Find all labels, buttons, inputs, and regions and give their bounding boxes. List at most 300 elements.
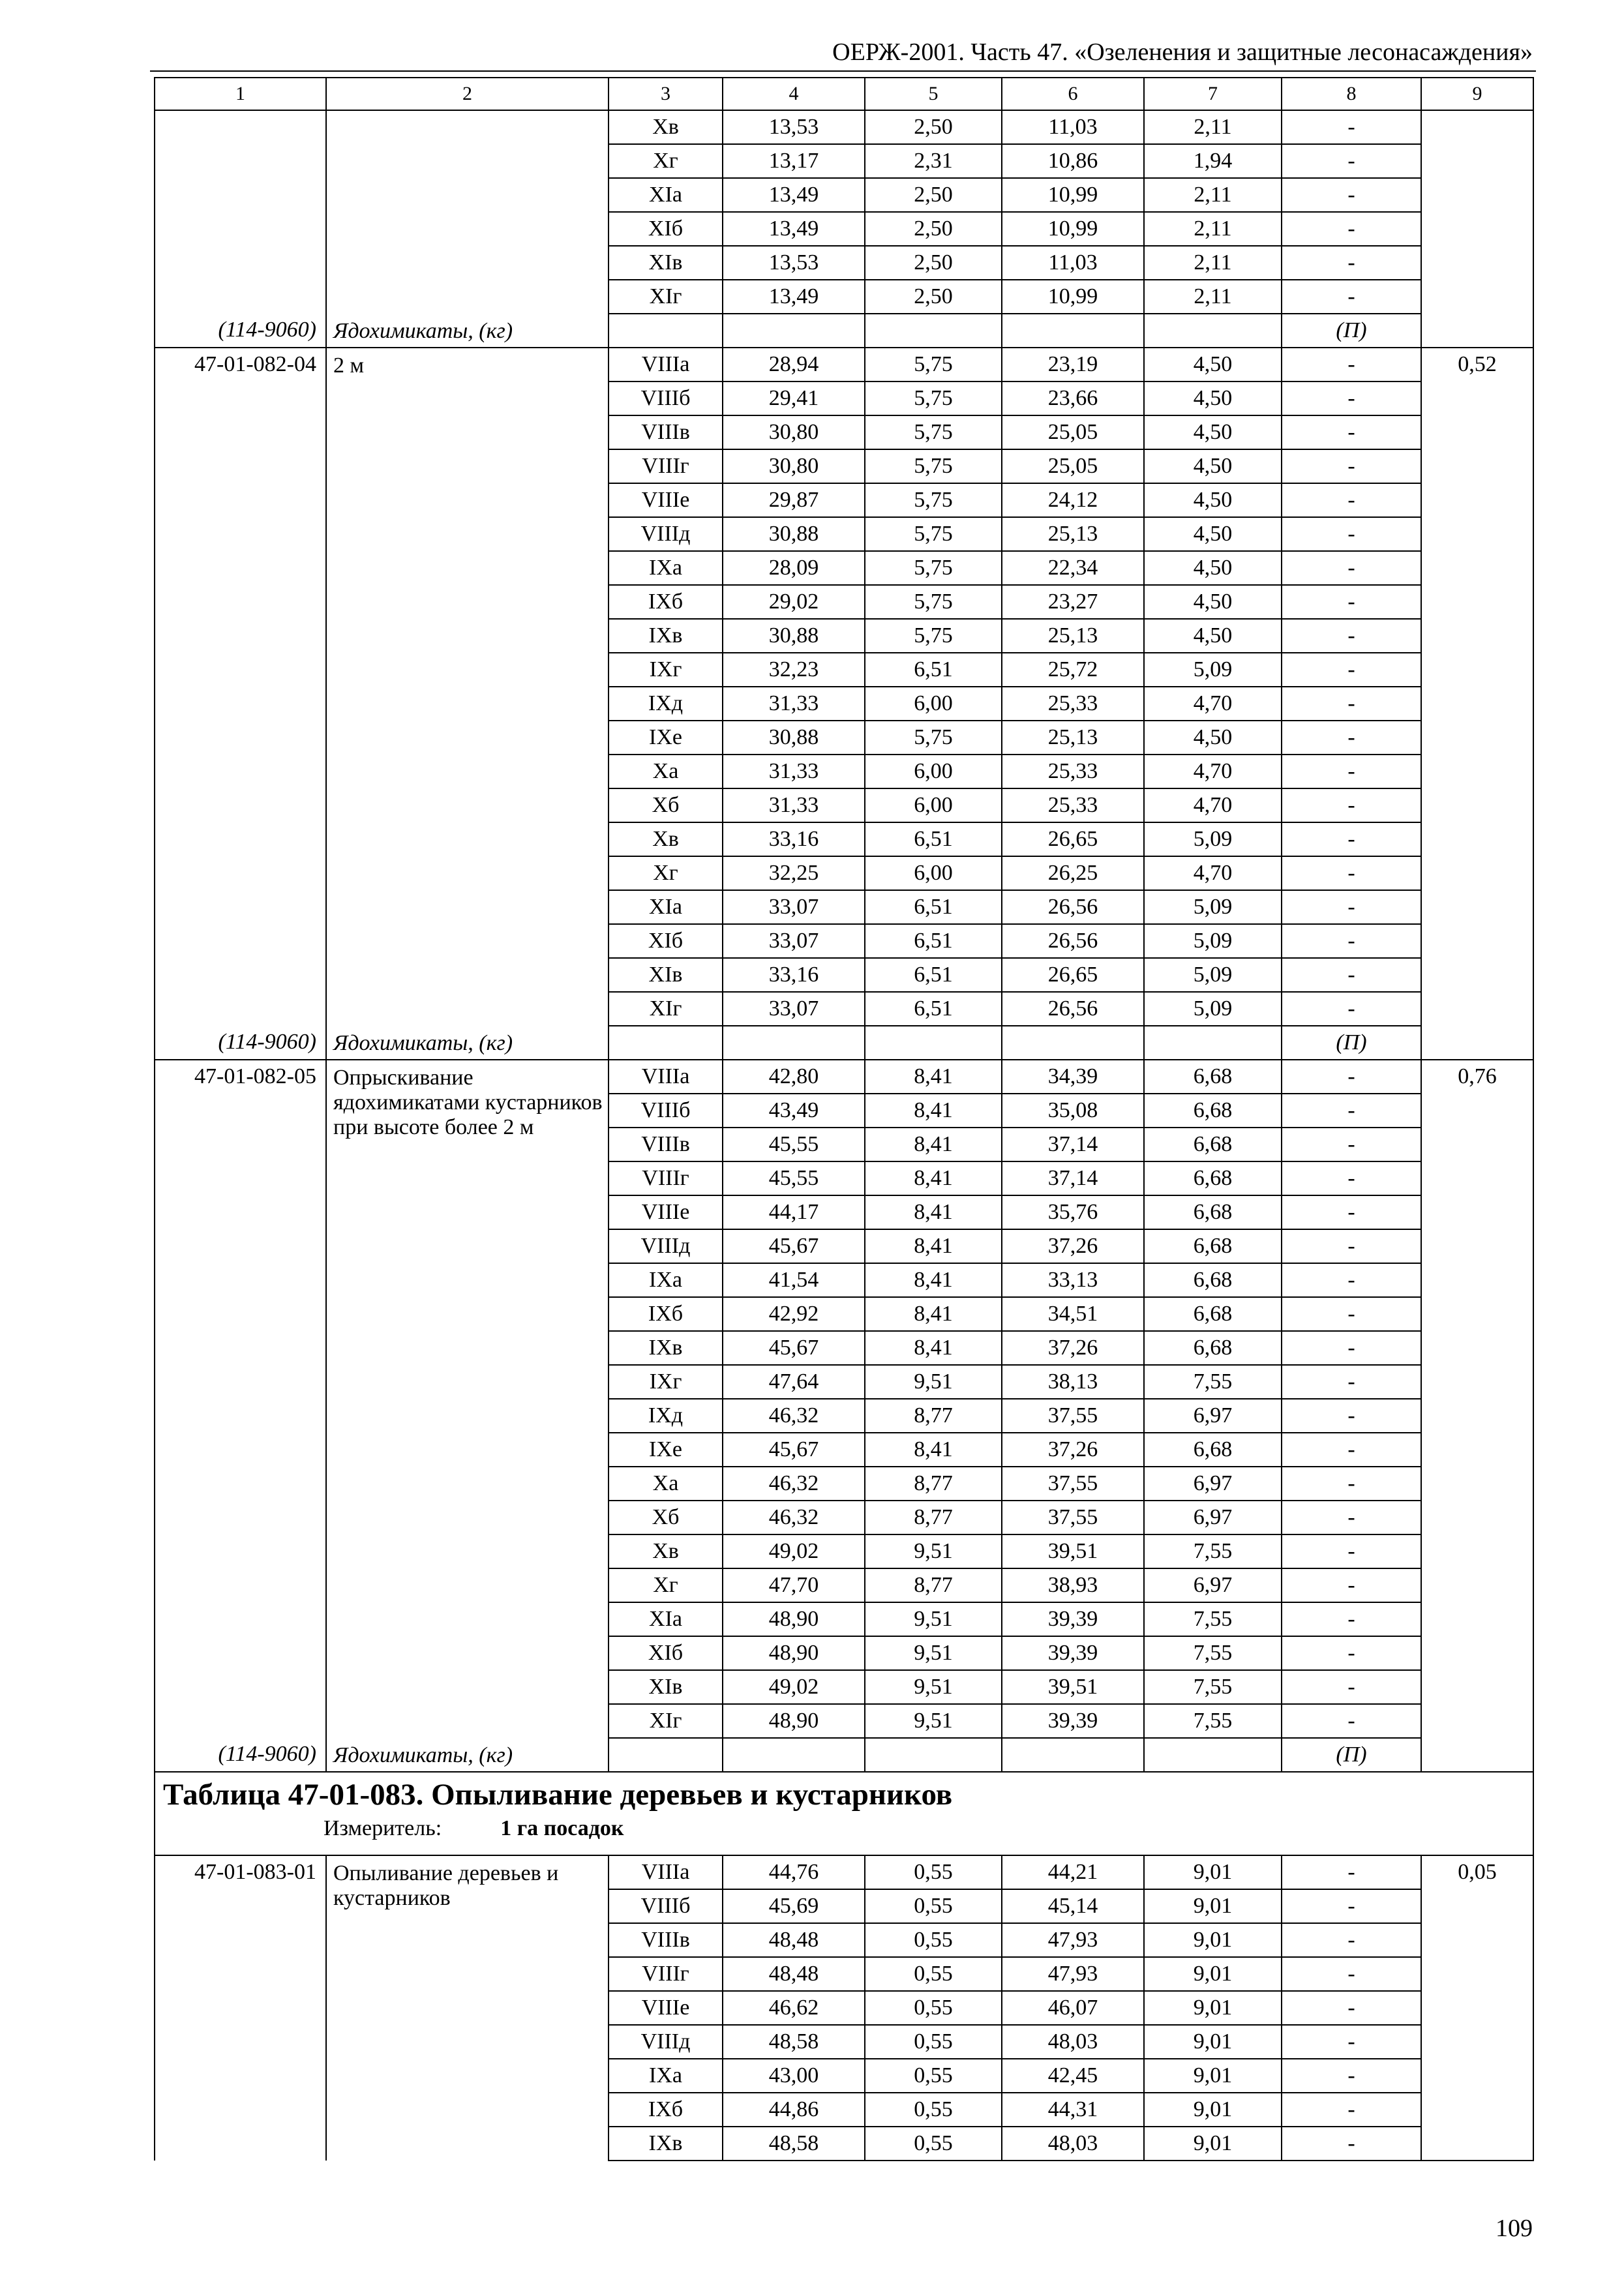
zone-cell: Хв <box>609 822 723 856</box>
value-cell: 0,55 <box>865 1889 1002 1923</box>
value-cell: 5,75 <box>865 619 1002 653</box>
value-cell: 48,58 <box>723 2127 865 2161</box>
value-cell: 9,51 <box>865 1704 1002 1738</box>
value-cell: 37,26 <box>1002 1229 1144 1263</box>
value-cell: 48,90 <box>723 1704 865 1738</box>
zone-cell: IХв <box>609 1331 723 1365</box>
zone-cell: VIIIд <box>609 517 723 551</box>
value-cell: 22,34 <box>1002 551 1144 585</box>
value-cell: 0,55 <box>865 2025 1002 2059</box>
value-cell: 43,49 <box>723 1094 865 1128</box>
value-cell: 6,00 <box>865 755 1002 788</box>
zone-cell: VIIIе <box>609 483 723 517</box>
zone-cell: VIIIб <box>609 1094 723 1128</box>
zone-cell: ХIг <box>609 280 723 314</box>
zone-cell: ХIг <box>609 1704 723 1738</box>
value-cell: 42,80 <box>723 1060 865 1094</box>
value-cell: 6,68 <box>1144 1195 1282 1229</box>
value-cell: 9,01 <box>1144 2127 1282 2161</box>
value-cell: 35,76 <box>1002 1195 1144 1229</box>
value-cell: 48,58 <box>723 2025 865 2059</box>
value-cell: 48,90 <box>723 1636 865 1670</box>
empty-cell <box>723 314 865 348</box>
value-cell: - <box>1282 178 1421 212</box>
value-cell: 6,51 <box>865 890 1002 924</box>
value-cell: 25,33 <box>1002 788 1144 822</box>
value-cell: 6,68 <box>1144 1297 1282 1331</box>
value-cell: 9,01 <box>1144 1991 1282 2025</box>
value-cell: 25,13 <box>1002 517 1144 551</box>
zone-cell: Хб <box>609 1501 723 1534</box>
resource-name: Ядохимикаты, (кг) <box>326 1738 609 1772</box>
value-cell: 1,94 <box>1144 144 1282 178</box>
value-cell: - <box>1282 653 1421 687</box>
value-cell: 4,50 <box>1144 619 1282 653</box>
value-cell: - <box>1282 1195 1421 1229</box>
coefficient-cell: 0,76 <box>1421 1060 1533 1772</box>
value-cell: 6,68 <box>1144 1331 1282 1365</box>
value-cell: 8,41 <box>865 1331 1002 1365</box>
value-cell: 31,33 <box>723 687 865 721</box>
value-cell: - <box>1282 1331 1421 1365</box>
value-cell: 5,75 <box>865 382 1002 415</box>
value-cell: 6,68 <box>1144 1094 1282 1128</box>
zone-cell: IХе <box>609 721 723 755</box>
value-cell: 39,39 <box>1002 1636 1144 1670</box>
zone-cell: IХб <box>609 1297 723 1331</box>
value-cell: - <box>1282 1957 1421 1991</box>
value-cell: 8,41 <box>865 1094 1002 1128</box>
value-cell: 33,07 <box>723 924 865 958</box>
value-cell: 48,03 <box>1002 2025 1144 2059</box>
value-cell: 30,88 <box>723 721 865 755</box>
value-cell: 9,01 <box>1144 1889 1282 1923</box>
value-cell: 23,19 <box>1002 348 1144 382</box>
value-cell: 33,07 <box>723 992 865 1026</box>
value-cell: 28,94 <box>723 348 865 382</box>
value-cell: 5,75 <box>865 348 1002 382</box>
value-cell: 28,09 <box>723 551 865 585</box>
value-cell: 9,51 <box>865 1670 1002 1704</box>
column-number: 8 <box>1282 78 1421 110</box>
zone-cell: Ха <box>609 755 723 788</box>
zone-cell: Хг <box>609 1568 723 1602</box>
resource-row <box>155 1738 1533 1772</box>
zone-cell: Хг <box>609 856 723 890</box>
norms-table <box>154 77 1533 2161</box>
table-title-cell <box>155 1772 1533 1855</box>
value-cell: 4,50 <box>1144 721 1282 755</box>
value-cell: 6,68 <box>1144 1263 1282 1297</box>
empty-cell <box>1002 1026 1144 1060</box>
value-cell: 30,88 <box>723 517 865 551</box>
empty-cell <box>865 314 1002 348</box>
column-number: 2 <box>326 78 609 110</box>
zone-cell: VIIIа <box>609 348 723 382</box>
value-cell: 4,50 <box>1144 483 1282 517</box>
value-cell: - <box>1282 1399 1421 1433</box>
value-cell: 2,50 <box>865 212 1002 246</box>
value-cell: 25,05 <box>1002 415 1144 449</box>
norms-table-grid <box>154 77 1534 2161</box>
empty-cell <box>723 1026 865 1060</box>
value-cell: - <box>1282 1094 1421 1128</box>
value-cell: 37,55 <box>1002 1501 1144 1534</box>
column-number-row <box>155 78 1533 110</box>
value-cell: - <box>1282 212 1421 246</box>
zone-cell: ХIб <box>609 1636 723 1670</box>
value-cell: 2,50 <box>865 246 1002 280</box>
zone-cell: Хг <box>609 144 723 178</box>
value-cell: 8,41 <box>865 1060 1002 1094</box>
value-cell: - <box>1282 517 1421 551</box>
value-cell: - <box>1282 585 1421 619</box>
value-cell: - <box>1282 144 1421 178</box>
value-cell: 5,75 <box>865 483 1002 517</box>
zone-cell: ХIв <box>609 1670 723 1704</box>
value-cell: - <box>1282 1991 1421 2025</box>
value-cell: 26,56 <box>1002 992 1144 1026</box>
value-cell: 37,26 <box>1002 1331 1144 1365</box>
measure-line <box>163 1814 1533 1843</box>
resource-code: (114-9060) <box>155 1738 326 1772</box>
empty-cell <box>1144 314 1282 348</box>
value-cell: 35,08 <box>1002 1094 1144 1128</box>
value-cell: 46,32 <box>723 1501 865 1534</box>
value-cell: 48,48 <box>723 1957 865 1991</box>
value-cell: 13,53 <box>723 246 865 280</box>
page-number: 109 <box>1496 2215 1533 2242</box>
value-cell: - <box>1282 110 1421 144</box>
value-cell: 5,75 <box>865 585 1002 619</box>
value-cell: 45,55 <box>723 1128 865 1161</box>
value-cell: 2,11 <box>1144 178 1282 212</box>
value-cell: 25,33 <box>1002 687 1144 721</box>
value-cell: - <box>1282 449 1421 483</box>
zone-cell: Хв <box>609 110 723 144</box>
value-cell: 5,75 <box>865 551 1002 585</box>
resource-name: Ядохимикаты, (кг) <box>326 1026 609 1060</box>
value-cell: 13,49 <box>723 178 865 212</box>
value-cell: 5,09 <box>1144 924 1282 958</box>
value-cell: - <box>1282 755 1421 788</box>
value-cell: - <box>1282 822 1421 856</box>
value-cell: 8,77 <box>865 1399 1002 1433</box>
value-cell: - <box>1282 2127 1421 2161</box>
zone-cell: VIIIе <box>609 1195 723 1229</box>
zone-cell: IХб <box>609 2093 723 2127</box>
value-cell: 2,50 <box>865 110 1002 144</box>
value-cell: - <box>1282 483 1421 517</box>
value-cell: 9,51 <box>865 1365 1002 1399</box>
value-cell: 9,51 <box>865 1636 1002 1670</box>
value-cell: 6,51 <box>865 958 1002 992</box>
value-cell: - <box>1282 992 1421 1026</box>
zone-cell: Хб <box>609 788 723 822</box>
value-cell: 6,97 <box>1144 1501 1282 1534</box>
column-number: 7 <box>1144 78 1282 110</box>
zone-cell: ХIа <box>609 178 723 212</box>
value-cell: 9,01 <box>1144 1855 1282 1889</box>
value-cell: 7,55 <box>1144 1704 1282 1738</box>
value-cell: 6,68 <box>1144 1128 1282 1161</box>
value-cell: - <box>1282 280 1421 314</box>
empty-cell <box>1144 1026 1282 1060</box>
value-cell: 8,41 <box>865 1161 1002 1195</box>
value-cell: 33,16 <box>723 822 865 856</box>
value-cell: 38,13 <box>1002 1365 1144 1399</box>
value-cell: 44,76 <box>723 1855 865 1889</box>
value-cell: 13,49 <box>723 280 865 314</box>
value-cell: 5,09 <box>1144 890 1282 924</box>
coefficient-cell: 0,05 <box>1421 1855 1533 2161</box>
value-cell: 24,12 <box>1002 483 1144 517</box>
value-cell: - <box>1282 1855 1421 1889</box>
value-cell: 6,68 <box>1144 1433 1282 1467</box>
zone-cell: ХIв <box>609 246 723 280</box>
value-cell: 29,41 <box>723 382 865 415</box>
value-cell: 2,11 <box>1144 110 1282 144</box>
value-cell: 0,55 <box>865 1957 1002 1991</box>
value-cell: 45,67 <box>723 1331 865 1365</box>
value-cell: 31,33 <box>723 755 865 788</box>
value-cell: 7,55 <box>1144 1365 1282 1399</box>
column-number: 4 <box>723 78 865 110</box>
value-cell: 48,90 <box>723 1602 865 1636</box>
value-cell: 48,48 <box>723 1923 865 1957</box>
value-cell: 44,86 <box>723 2093 865 2127</box>
zone-cell: IХд <box>609 1399 723 1433</box>
zone-cell: VIIIб <box>609 382 723 415</box>
value-cell: 45,55 <box>723 1161 865 1195</box>
column-number: 3 <box>609 78 723 110</box>
value-cell: 9,01 <box>1144 1923 1282 1957</box>
resource-row <box>155 1026 1533 1060</box>
measure-label: Измеритель: <box>323 1816 442 1840</box>
value-cell: 7,55 <box>1144 1636 1282 1670</box>
value-cell: 4,70 <box>1144 856 1282 890</box>
empty-cell <box>609 1738 723 1772</box>
value-cell: 5,75 <box>865 721 1002 755</box>
value-cell: - <box>1282 1636 1421 1670</box>
zone-cell: ХIа <box>609 1602 723 1636</box>
value-cell: 7,55 <box>1144 1534 1282 1568</box>
value-cell: 6,00 <box>865 788 1002 822</box>
value-cell: - <box>1282 1534 1421 1568</box>
value-cell: - <box>1282 1433 1421 1467</box>
empty-cell <box>1002 1738 1144 1772</box>
value-cell: 26,56 <box>1002 890 1144 924</box>
value-cell: 26,56 <box>1002 924 1144 958</box>
value-cell: 5,75 <box>865 415 1002 449</box>
value-cell: 37,55 <box>1002 1467 1144 1501</box>
value-cell: 7,55 <box>1144 1602 1282 1636</box>
value-cell: 33,07 <box>723 890 865 924</box>
value-cell: 4,50 <box>1144 517 1282 551</box>
value-cell: 6,97 <box>1144 1568 1282 1602</box>
value-cell: 30,80 <box>723 449 865 483</box>
header-rule <box>150 70 1536 72</box>
value-cell: 13,49 <box>723 212 865 246</box>
empty-cell <box>865 1738 1002 1772</box>
value-cell: 38,93 <box>1002 1568 1144 1602</box>
value-cell: - <box>1282 1704 1421 1738</box>
value-cell: 6,68 <box>1144 1060 1282 1094</box>
value-cell: - <box>1282 1670 1421 1704</box>
zone-cell: IХв <box>609 619 723 653</box>
value-cell: 45,69 <box>723 1889 865 1923</box>
value-cell: 49,02 <box>723 1670 865 1704</box>
value-cell: 25,33 <box>1002 755 1144 788</box>
value-cell: 6,68 <box>1144 1229 1282 1263</box>
value-cell: - <box>1282 246 1421 280</box>
zone-cell: VIIIв <box>609 1923 723 1957</box>
value-cell: 39,51 <box>1002 1670 1144 1704</box>
zone-cell: VIIIг <box>609 449 723 483</box>
value-cell: - <box>1282 1889 1421 1923</box>
value-cell: - <box>1282 1467 1421 1501</box>
value-cell: 48,03 <box>1002 2127 1144 2161</box>
value-cell: - <box>1282 1060 1421 1094</box>
value-cell: 47,64 <box>723 1365 865 1399</box>
measure-value: 1 га посадок <box>500 1816 624 1840</box>
zone-cell: IХд <box>609 687 723 721</box>
zone-cell: IХа <box>609 1263 723 1297</box>
value-cell: 5,09 <box>1144 992 1282 1026</box>
empty-cell <box>865 1026 1002 1060</box>
table-row <box>155 1855 1533 1889</box>
value-cell: 25,05 <box>1002 449 1144 483</box>
zone-cell: ХIг <box>609 992 723 1026</box>
value-cell: 2,50 <box>865 280 1002 314</box>
column-number: 6 <box>1002 78 1144 110</box>
table-row <box>155 348 1533 382</box>
value-cell: 37,14 <box>1002 1161 1144 1195</box>
value-cell: 9,51 <box>865 1602 1002 1636</box>
value-cell: 45,14 <box>1002 1889 1144 1923</box>
zone-cell: IХг <box>609 1365 723 1399</box>
value-cell: 39,39 <box>1002 1602 1144 1636</box>
value-cell: 6,00 <box>865 856 1002 890</box>
value-cell: 11,03 <box>1002 246 1144 280</box>
empty-cell <box>1144 1738 1282 1772</box>
value-cell: 8,77 <box>865 1568 1002 1602</box>
value-cell: 44,17 <box>723 1195 865 1229</box>
value-cell: - <box>1282 619 1421 653</box>
value-cell: - <box>1282 382 1421 415</box>
value-cell: 47,70 <box>723 1568 865 1602</box>
norm-code: 47-01-083-01 <box>155 1855 326 2161</box>
zone-cell: ХIв <box>609 958 723 992</box>
value-cell: 5,75 <box>865 449 1002 483</box>
value-cell: 4,50 <box>1144 415 1282 449</box>
value-cell: 42,45 <box>1002 2059 1144 2093</box>
value-cell: - <box>1282 1128 1421 1161</box>
value-cell: 44,21 <box>1002 1855 1144 1889</box>
value-cell: 5,09 <box>1144 822 1282 856</box>
value-cell: 4,50 <box>1144 551 1282 585</box>
value-cell: 34,39 <box>1002 1060 1144 1094</box>
value-cell: 6,97 <box>1144 1467 1282 1501</box>
resource-row <box>155 314 1533 348</box>
value-cell: 8,41 <box>865 1297 1002 1331</box>
zone-cell: VIIIд <box>609 2025 723 2059</box>
zone-cell: ХIб <box>609 924 723 958</box>
value-cell: 29,02 <box>723 585 865 619</box>
zone-cell: VIIIа <box>609 1855 723 1889</box>
value-cell: 30,88 <box>723 619 865 653</box>
zone-cell: VIIIг <box>609 1957 723 1991</box>
value-cell: 8,41 <box>865 1433 1002 1467</box>
value-cell: - <box>1282 1501 1421 1534</box>
coefficient-cell <box>1421 110 1533 348</box>
value-cell: - <box>1282 890 1421 924</box>
norm-description: Опрыскивание ядохимикатами кустарников при высоте более 2 м <box>326 1060 609 1738</box>
empty-cell <box>609 1026 723 1060</box>
zone-cell: Ха <box>609 1467 723 1501</box>
zone-cell: Хв <box>609 1534 723 1568</box>
value-cell: 25,13 <box>1002 721 1144 755</box>
empty-cell <box>723 1738 865 1772</box>
value-cell: 6,68 <box>1144 1161 1282 1195</box>
value-cell: - <box>1282 687 1421 721</box>
value-cell: 4,50 <box>1144 382 1282 415</box>
value-cell: 26,65 <box>1002 822 1144 856</box>
value-cell: - <box>1282 1602 1421 1636</box>
norm-code: 47-01-082-05 <box>155 1060 326 1738</box>
resource-name: Ядохимикаты, (кг) <box>326 314 609 348</box>
value-cell: 10,86 <box>1002 144 1144 178</box>
value-cell: 46,07 <box>1002 1991 1144 2025</box>
norm-description: Опыливание деревьев и кустарников <box>326 1855 609 2161</box>
zone-cell: VIIIв <box>609 1128 723 1161</box>
value-cell: 4,50 <box>1144 348 1282 382</box>
table-row <box>155 1060 1533 1094</box>
resource-unit: (П) <box>1282 1026 1421 1060</box>
value-cell: 6,00 <box>865 687 1002 721</box>
value-cell: 26,25 <box>1002 856 1144 890</box>
value-cell: 10,99 <box>1002 178 1144 212</box>
value-cell: 0,55 <box>865 2093 1002 2127</box>
value-cell: 43,00 <box>723 2059 865 2093</box>
value-cell: 4,70 <box>1144 755 1282 788</box>
value-cell: 26,65 <box>1002 958 1144 992</box>
value-cell: - <box>1282 551 1421 585</box>
norm-description <box>326 110 609 314</box>
value-cell: - <box>1282 1229 1421 1263</box>
column-number: 9 <box>1421 78 1533 110</box>
value-cell: 2,11 <box>1144 212 1282 246</box>
norm-description: 2 м <box>326 348 609 1026</box>
value-cell: 32,23 <box>723 653 865 687</box>
value-cell: 13,17 <box>723 144 865 178</box>
value-cell: - <box>1282 1568 1421 1602</box>
value-cell: 25,72 <box>1002 653 1144 687</box>
zone-cell: IХг <box>609 653 723 687</box>
zone-cell: VIIIб <box>609 1889 723 1923</box>
value-cell: 23,66 <box>1002 382 1144 415</box>
resource-unit: (П) <box>1282 314 1421 348</box>
value-cell: 32,25 <box>723 856 865 890</box>
running-header: ОЕРЖ-2001. Часть 47. «Озеленения и защитные лесонасаждения» <box>832 38 1533 66</box>
coefficient-cell: 0,52 <box>1421 348 1533 1060</box>
value-cell: 39,51 <box>1002 1534 1144 1568</box>
value-cell: 6,51 <box>865 924 1002 958</box>
value-cell: 9,01 <box>1144 1957 1282 1991</box>
value-cell: 9,51 <box>865 1534 1002 1568</box>
value-cell: - <box>1282 2025 1421 2059</box>
value-cell: 8,41 <box>865 1263 1002 1297</box>
